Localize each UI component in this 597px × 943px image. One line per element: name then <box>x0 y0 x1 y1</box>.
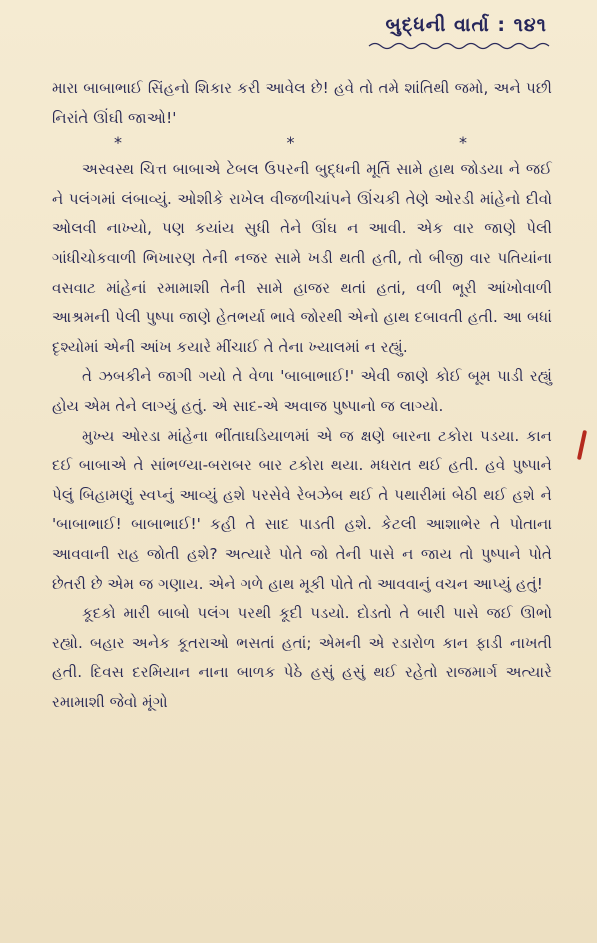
asterisk: * <box>459 133 467 153</box>
asterisk: * <box>286 133 295 153</box>
section-break <box>52 135 552 151</box>
running-header: બુદ્ધની વાર્તા : ૧૪૧ <box>385 14 547 36</box>
paragraph: તે ઝબકીને જાગી ગયો તે વેળા 'બાબાભાઈ!' એવી જાણે કોઈ બૂમ પાડી રહ્યું હોય એમ તેને લાગ્યું હતું. એ સાદ-એ અવાજ પુષ્પાનો જ લાગ્યો. <box>52 367 552 415</box>
paragraph: મારા બાબાભાઈ સિંહનો શિકાર કરી આવેલ છે! હવે તો તમે શાંતિથી જમો, અને પછી નિરાંતે ઊંઘી જાઓ!' <box>52 79 552 127</box>
paragraph: અસ્વસ્થ ચિત્ત બાબાએ ટેબલ ઉપરની બુદ્ધની મૂર્તિ સામે હાથ જોડયા ને જઈ ને પલંગમાં લંબાવ્યું. ઓશીકે રાખેલ વીજળીચાંપને ઊંચકી તેણે ઓરડી માંહેનો દીવો ઓલવી નાખ્યો, પણ કયાંય સુધી તેને ઊંઘ ન આવી. એક વાર જાણે પેલી ગાંધીચોકવાળી ભિખારણ તેની નજર સામે ખડી થતી હતી, તો બીજી વાર પતિયાંના વસવાટ માંહેનાં રમામાશી તેની સામે હાજર થતાં હતાં, વળી ભૂરી આંખોવાળી આશ્રમની પેલી પુષ્પા જાણે હેતભર્યા ભાવે જોરથી એનો હાથ દબાવતી હતી. આ બધાં દૃશ્યોમાં એની આંખ કયારે મીંચાઈ તે તેના ખ્યાલમાં ન રહ્યું. <box>52 160 552 356</box>
red-ink-mark <box>577 430 587 460</box>
header-flourish-ornament <box>367 40 557 52</box>
asterisk: * <box>114 133 122 153</box>
body-text <box>52 74 552 717</box>
paragraph: મુખ્ય ઓરડા માંહેના ભીંતાઘડિયાળમાં એ જ ક્ષણે બારના ટકોરા પડયા. કાન દઈ બાબાએ તે સાંભળ્યા-બરાબર બાર ટકોરા થયા. મધરાત થઈ હતી. હવે પુષ્પાને પેલું બિહામણું સ્વપ્નું આવ્યું હશે પરસેવે રેબઝેબ થઈ તે પથારીમાં બેઠી થઈ હશે ને 'બાબાભાઈ! બાબાભાઈ!' કહી તે સાદ પાડતી હશે. કેટલી આશાભેર તે પોતાના આવવાની રાહ જોતી હશે? અત્યારે પોતે જો તેની પાસે ન જાય તો પુષ્પાને પોતે છેતરી છે એમ જ ગણાય. એને ગળે હાથ મૂકી પોતે તો આવવાનું વચન આપ્યું હતું! <box>52 426 552 593</box>
paragraph: કૂદકો મારી બાબો પલંગ પરથી કૂદી પડયો. દોડતો તે બારી પાસે જઈ ઊભો રહ્યો. બહાર અનેક કૂતરાઓ ભસતાં હતાં; એમની એ રડારોળ કાન ફાડી નાખતી હતી. દિવસ દરમિયાન નાના બાળક પેઠે હસું હસું થઈ રહેતો રાજમાર્ગ અત્યારે રમામાશી જેવો મૂંગો <box>52 604 552 711</box>
